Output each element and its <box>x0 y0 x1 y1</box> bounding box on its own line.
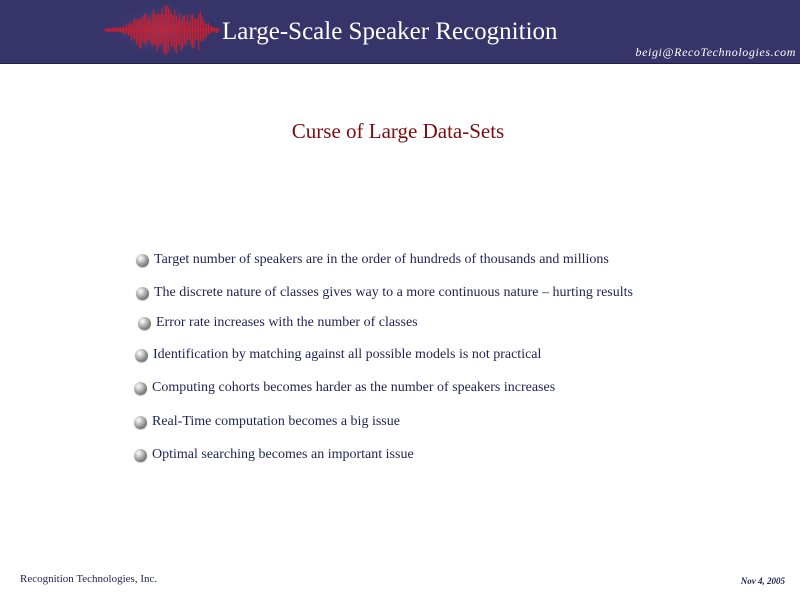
bullet-text: Computing cohorts becomes harder as the number of speakers increases <box>152 380 556 395</box>
bullet-text: Identification by matching against all possible models is not practical <box>153 347 542 362</box>
bullet-text: Real-Time computation becomes a big issue <box>152 414 400 429</box>
waveform-logo-icon <box>104 0 220 60</box>
sphere-bullet-icon <box>134 382 147 395</box>
footer-company: Recognition Technologies, Inc. <box>20 573 158 585</box>
sphere-bullet-icon <box>134 449 147 462</box>
sphere-bullet-icon <box>135 349 148 362</box>
author-email: beigi@RecoTechnologies.com <box>635 45 796 59</box>
sphere-bullet-icon <box>138 317 151 330</box>
bullet-text: The discrete nature of classes gives way to a more continuous nature – hurting results <box>154 285 633 300</box>
bullet-text: Optimal searching becomes an important issue <box>152 447 414 462</box>
bullet-item <box>136 283 633 303</box>
bullet-item <box>138 313 418 333</box>
bullet-item <box>136 250 609 270</box>
bullet-item <box>134 445 414 465</box>
sphere-bullet-icon <box>134 416 147 429</box>
bullet-item <box>134 378 555 398</box>
slide-header-banner <box>0 0 800 64</box>
bullet-item <box>134 412 400 432</box>
bullet-item <box>135 345 541 365</box>
bullet-text: Target number of speakers are in the order of hundreds of thousands and millions <box>154 252 609 267</box>
sphere-bullet-icon <box>136 254 149 267</box>
footer-date: Nov 4, 2005 <box>740 576 785 586</box>
sphere-bullet-icon <box>136 287 149 300</box>
presentation-title: Large-Scale Speaker Recognition <box>222 18 558 45</box>
bullet-text: Error rate increases with the number of classes <box>156 315 418 330</box>
slide-title: Curse of Large Data-Sets <box>291 119 505 143</box>
